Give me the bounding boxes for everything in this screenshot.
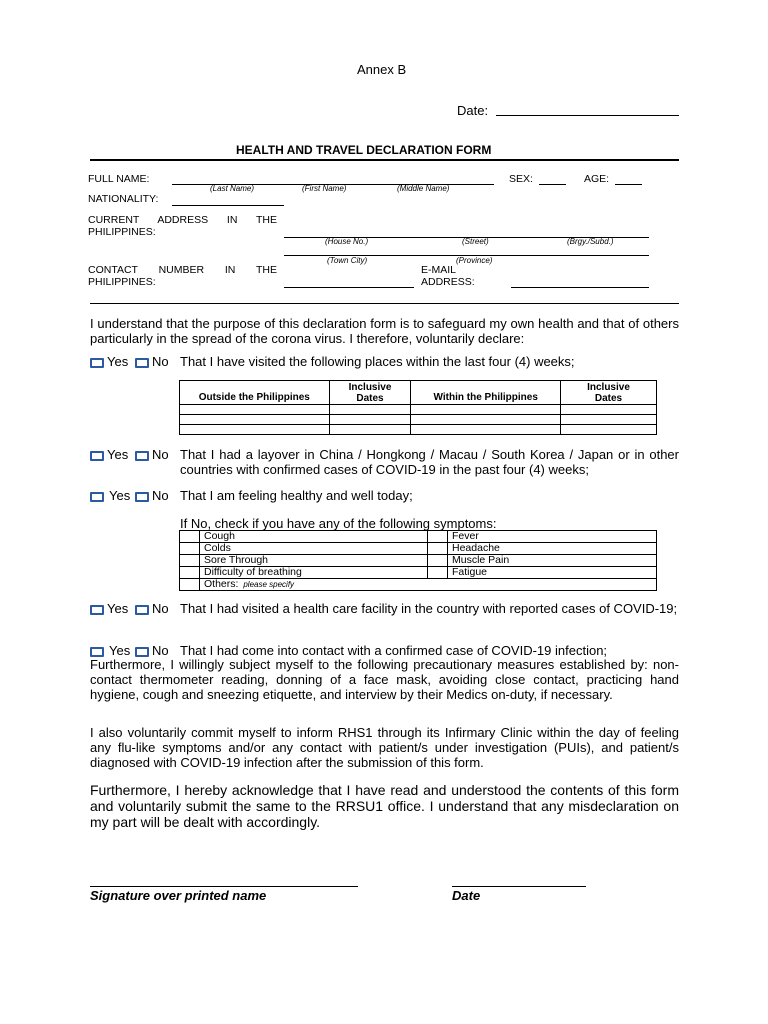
q4-yes-label: Yes	[107, 601, 129, 616]
travel-row	[180, 415, 657, 425]
q3-yes-checkbox[interactable]	[90, 492, 104, 502]
sex-field[interactable]	[539, 184, 566, 185]
header-dates-within: Inclusive Dates	[561, 381, 657, 405]
symptom-label: Cough	[200, 531, 428, 543]
q4-no-label: No	[152, 601, 169, 616]
symptom-check-box[interactable]	[180, 543, 200, 555]
others-label: Others:	[204, 578, 239, 590]
symptom-label: Sore Through	[200, 555, 428, 567]
symptom-check-box[interactable]	[428, 567, 448, 579]
header-dates-outside: Inclusive Dates	[329, 381, 411, 405]
q4-yes-checkbox[interactable]	[90, 605, 104, 615]
q1-text: That I have visited the following places within the last four (4) weeks;	[180, 354, 575, 369]
q1-no-label: No	[152, 354, 169, 369]
measures-paragraph: Furthermore, I willingly subject myself to the following precautionary measures established by: non-contact thermometer reading, donning of a face mask, avoiding close contact, practicing hand hygiene, cough and sneezing etiquette, and interview by their Medics on-duty, if necessary.	[90, 657, 679, 702]
middle-name-hint: (Middle Name)	[397, 184, 450, 193]
section-divider	[90, 303, 679, 304]
q2-no-label: No	[152, 447, 169, 462]
symptom-label: Difficulty of breathing	[200, 567, 428, 579]
title-divider	[90, 159, 679, 161]
travel-row	[180, 425, 657, 435]
symptom-check-box[interactable]	[428, 555, 448, 567]
symptom-row-others	[180, 579, 657, 591]
symptom-check-box[interactable]	[180, 555, 200, 567]
travel-table	[179, 380, 657, 435]
q2-yes-label: Yes	[107, 447, 129, 462]
symptom-row	[180, 555, 657, 567]
symptom-label: Headache	[448, 543, 657, 555]
q1-no-checkbox[interactable]	[135, 358, 149, 368]
symptom-row	[180, 567, 657, 579]
header-within: Within the Philippines	[411, 381, 561, 405]
q1-yes-checkbox[interactable]	[90, 358, 104, 368]
header-outside: Outside the Philippines	[180, 381, 330, 405]
q3-text: That I am feeling healthy and well today;	[180, 488, 413, 503]
q5-yes-checkbox[interactable]	[90, 647, 104, 657]
symptom-check-box[interactable]	[180, 567, 200, 579]
contact-label-line2: PHILIPPINES:	[88, 276, 156, 288]
symptom-check-box[interactable]	[180, 579, 200, 591]
travel-table-header	[180, 381, 657, 405]
q5-yes-label: Yes	[109, 643, 131, 658]
email-label-line1: E-MAIL	[421, 264, 457, 276]
age-field[interactable]	[615, 184, 642, 185]
symptom-label: Fatigue	[448, 567, 657, 579]
q3-no-label: No	[152, 488, 169, 503]
province-hint: (Province)	[456, 256, 493, 265]
q1-yes-label: Yes	[107, 354, 129, 369]
nationality-label: NATIONALITY:	[88, 193, 159, 205]
address-label-line1: CURRENT ADDRESS IN THE	[88, 214, 277, 226]
q4-text: That I had visited a health care facility in the country with reported cases of COVID-19;	[180, 601, 678, 616]
sex-label: SEX:	[509, 173, 533, 185]
q5-no-checkbox[interactable]	[135, 647, 149, 657]
q2-yes-checkbox[interactable]	[90, 451, 104, 461]
commit-paragraph: I also voluntarily commit myself to inform RHS1 through its Infirmary Clinic within the day of feeling any flu-like symptoms and/or any contact with patient/s under investigation (PUIs), and patient/s diagnosed with COVID-19 infection after the submission of this form.	[90, 725, 679, 770]
intro-paragraph: I understand that the purpose of this declaration form is to safeguard my own health and that of others particularly in the spread of the corona virus. I therefore, voluntarily declare:	[90, 316, 679, 346]
q3-yes-label: Yes	[109, 488, 131, 503]
symptoms-table	[179, 530, 657, 591]
last-name-hint: (Last Name)	[210, 184, 255, 193]
address-label-line2: PHILIPPINES:	[88, 226, 156, 238]
street-hint: (Street)	[462, 237, 489, 246]
others-hint: please specify	[243, 580, 295, 589]
form-title: HEALTH AND TRAVEL DECLARATION FORM	[236, 143, 492, 157]
q3-no-checkbox[interactable]	[135, 492, 149, 502]
q2-no-checkbox[interactable]	[135, 451, 149, 461]
date-label: Date:	[457, 103, 489, 118]
date-field[interactable]	[496, 115, 679, 116]
symptom-label: Fever	[448, 531, 657, 543]
signature-date-label: Date	[452, 888, 481, 903]
signature-field[interactable]	[90, 886, 358, 887]
symptoms-prompt: If No, check if you have any of the following symptoms:	[180, 516, 497, 531]
signature-label: Signature over printed name	[90, 888, 267, 903]
q5-text: That I had come into contact with a confirmed case of COVID-19 infection;	[180, 643, 608, 658]
acknowledgement-paragraph: Furthermore, I hereby acknowledge that I have read and understood the contents of this form and voluntarily submit the same to the RRSU1 office. I understand that any misdeclaration on my part will be dealt with accordingly.	[90, 782, 679, 830]
travel-row	[180, 405, 657, 415]
contact-field[interactable]	[284, 287, 414, 288]
q5-no-label: No	[152, 643, 169, 658]
q4-no-checkbox[interactable]	[135, 605, 149, 615]
town-hint: (Town City)	[327, 256, 368, 265]
others-field[interactable]	[200, 579, 657, 591]
age-label: AGE:	[584, 173, 610, 185]
symptom-label: Muscle Pain	[448, 555, 657, 567]
house-no-hint: (House No.)	[325, 237, 369, 246]
symptom-row	[180, 543, 657, 555]
signature-date-field[interactable]	[452, 886, 586, 887]
symptom-check-box[interactable]	[428, 543, 448, 555]
contact-label-line1: CONTACT NUMBER IN THE	[88, 264, 277, 276]
brgy-hint: (Brgy./Subd.)	[567, 237, 614, 246]
q2-text: That I had a layover in China / Hongkong / Macau / South Korea / Japan or in other countries with confirmed cases of COVID-19 in the past four (4) weeks;	[180, 447, 679, 477]
symptom-label: Colds	[200, 543, 428, 555]
first-name-hint: (First Name)	[302, 184, 347, 193]
symptom-row	[180, 531, 657, 543]
nationality-field[interactable]	[172, 205, 284, 206]
symptom-check-box[interactable]	[180, 531, 200, 543]
annex-label: Annex B	[357, 62, 407, 77]
full-name-label: FULL NAME:	[88, 173, 150, 185]
email-label-line2: ADDRESS:	[421, 276, 475, 288]
email-field[interactable]	[511, 287, 649, 288]
symptom-check-box[interactable]	[428, 531, 448, 543]
